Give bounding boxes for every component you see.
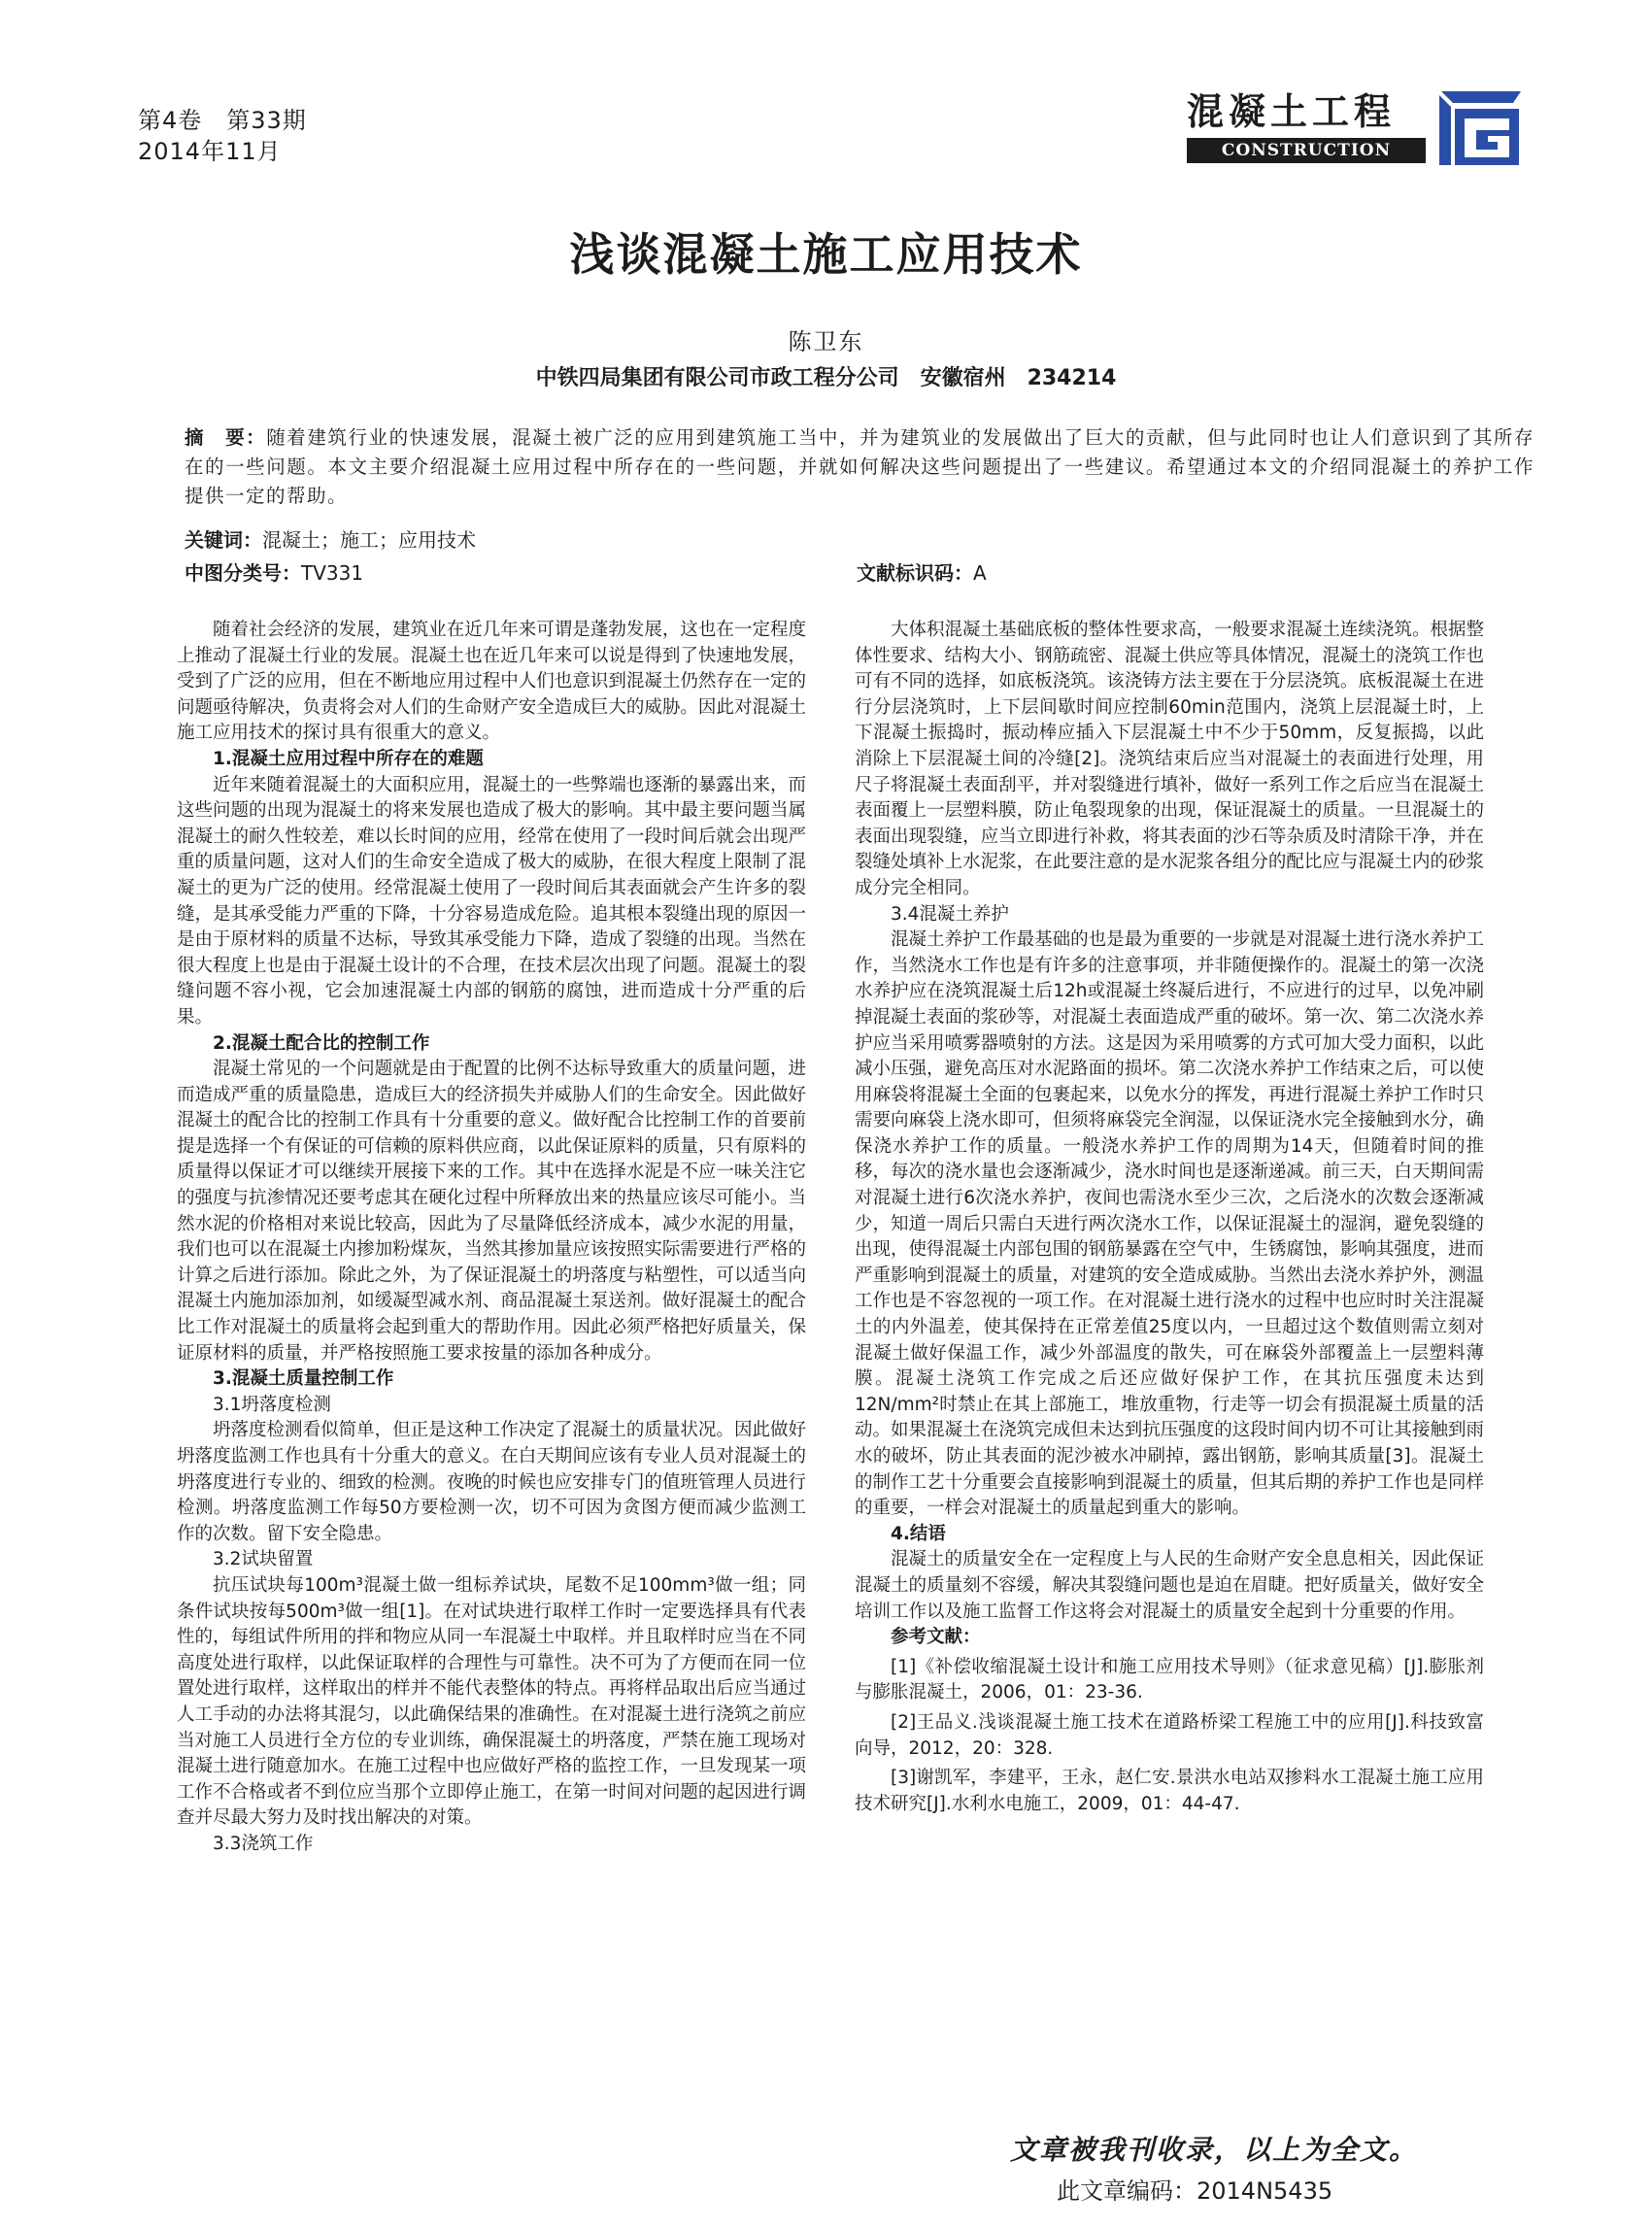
- doc-code-text: A: [973, 561, 987, 585]
- references-heading: 参考文献：: [891, 1627, 981, 1648]
- keywords-text: 混凝土；施工；应用技术: [262, 528, 476, 552]
- body-paragraph: 抗压试块每100m³混凝土做一组标养试块，尾数不足100mm³做一组；同条件试块按每500m³做一组[1]。在对试块进行取样工作时一定要选择具有代表性的，每组试件所用的拌和物应从同一车混凝土中取样。并且取样时应当在不同高度处进行取样，以此保证取样的合理性与可靠性。决不可为了方便而在同一位置处进行取样，这样取出的样并不能代表整体的特点。再将样品取出后应当通过人工手动的办法将其混匀，以此确保结果的准确性。在对混凝土进行浇筑之前应当对施工人员进行全方位的专业训练，确保混凝土的坍落度，严禁在施工现场对混凝土进行随意加水。在施工过程中也应做好严格的监控工作，一旦发现某一项工作不合格或者不到位应当那个立即停止施工，在第一时间对问题的起因进行调查并尽最大努力及时找出解决的对策。: [177, 1574, 806, 1829]
- body-paragraph: 混凝土养护工作最基础的也是最为重要的一步就是对混凝土进行浇水养护工作，当然浇水工作也是有许多的注意事项，并非随便操作的。混凝土的第一次浇水养护应在浇筑混凝土后12h或混凝土终凝后进行，不应进行的过早，以免冲刷掉混凝土表面的浆砂等，对混凝土表面造成严重的破坏。第一次、第二次浇水养护应当采用喷雾器喷射的方法。这是因为采用喷雾的方式可加大受力面积，以此减小压强，避免高压对水泥路面的损坏。第二次浇水养护工作结束之后，可以使用麻袋将混凝土全面的包裹起来，以免水分的挥发，再进行混凝土养护工作时只需要向麻袋上浇水即可，但须将麻袋完全润湿，以保证浇水完全接触到水分，确保浇水养护工作的质量。一般浇水养护工作的周期为14天，但随着时间的推移，每次的浇水量也会逐渐减少，浇水时间也是逐渐递减。前三天，白天期间需对混凝土进行6次浇水养护，夜间也需浇水至少三次，之后浇水的次数会逐渐减少，知道一周后只需白天进行两次浇水工作，以保证混凝土的湿润，避免裂缝的出现，使得混凝土内部包围的钢筋暴露在空气中，生锈腐蚀，影响其强度，进而严重影响到混凝土的质量，对建筑的安全造成威胁。当然出去浇水养护外，测温工作也是不容忽视的一项工作。在对混凝土进行浇水的过程中也应时时关注混凝土的内外温差，使其保持在正常差值25度以内，一旦超过这个数值则需立刻对混凝土做好保温工作，减少外部温度的散失，可在麻袋外部覆盖上一层塑料薄膜。混凝土浇筑工作完成之后还应做好保护工作，在其抗压强度未达到12N/mm²时禁止在其上部施工，堆放重物，行走等一切会有损混凝土质量的活动。如果混凝土在浇筑完成但未达到抗压强度的这段时间内切不可让其接触到雨水的破坏，防止其表面的泥沙被水冲刷掉，露出钢筋，影响其质量[3]。混凝土的制作工艺十分重要会直接影响到混凝土的质量，但其后期的养护工作也是同样的重要，一样会对混凝土的质量起到重大的影响。: [855, 929, 1484, 1519]
- reference-item: [3]谢凯军，李建平，王永，赵仁安.景洪水电站双掺料水工混凝土施工应用技术研究[J].水利水电施工，2009，01：44-47.: [855, 1768, 1484, 1814]
- subsection-heading: 3.4混凝土养护: [891, 903, 1009, 925]
- abstract-label: 摘 要：: [185, 426, 267, 449]
- subsection-heading: 3.2试块留置: [213, 1549, 314, 1570]
- document-code: [857, 557, 987, 586]
- section-heading: 4.结语: [891, 1523, 946, 1544]
- affiliation: 中铁四局集团有限公司市政工程分公司 安徽宿州 234214: [535, 366, 1117, 390]
- body-paragraph: 随着社会经济的发展，建筑业在近几年来可谓是蓬勃发展，这也在一定程度上推动了混凝土行业的发展。混凝土也在近几年来可以说是得到了快速地发展，受到了广泛的应用，但在不断地应用过程中人们也意识到混凝土仍然存在一定的问题亟待解决，负责将会对人们的生命财产安全造成巨大的威胁。因此对混凝土施工应用技术的探讨具有很重大的意义。: [177, 620, 806, 744]
- section-heading: 1.混凝土应用过程中所存在的难题: [213, 748, 484, 769]
- keywords-label: 关键词：: [185, 528, 262, 552]
- issue-date: 2014年11月: [138, 138, 282, 165]
- abstract: [185, 423, 1534, 511]
- volume-issue: 第4卷 第33期: [138, 107, 307, 134]
- author: 陈卫东: [788, 328, 864, 355]
- closing-note: 文章被我刊收录，以上为全文。: [1010, 2134, 1419, 2166]
- body-paragraph: 混凝土的质量安全在一定程度上与人民的生命财产安全息息相关，因此保证混凝土的质量刻不容缓，解决其裂缝问题也是迫在眉睫。把好质量关，做好安全培训工作以及施工监督工作这将会对混凝土的质量安全起到十分重要的作用。: [855, 1549, 1484, 1622]
- keywords: [185, 524, 476, 553]
- clc-text: TV331: [301, 561, 364, 585]
- journal-logo-icon: [1435, 89, 1523, 169]
- body-left-column: [177, 618, 806, 1858]
- abstract-text: 随着建筑行业的快速发展，混凝土被广泛的应用到建筑施工当中，并为建筑业的发展做出了巨大的贡献，但与此同时也让人们意识到了其所存在的一些问题。本文主要介绍混凝土应用过程中所存在的一些问题，并就如何解决这些问题提出了一些建议。希望通过本文的介绍同混凝土的养护工作提供一定的帮助。: [185, 426, 1534, 507]
- body-paragraph: 坍落度检测看似简单，但正是这种工作决定了混凝土的质量状况。因此做好坍落度监测工作也具有十分重大的意义。在白天期间应该有专业人员对混凝土的坍落度进行专业的、细致的检测。夜晚的时候也应安排专门的值班管理人员进行检测。坍落度监测工作每50方要检测一次，切不可因为贪图方便而减少监测工作的次数。留下安全隐患。: [177, 1420, 806, 1544]
- clc-number: [185, 557, 363, 586]
- reference-item: [2]王品义.浅谈混凝土施工技术在道路桥梁工程施工中的应用[J].科技致富向导，2012，20：328.: [855, 1711, 1484, 1759]
- subsection-heading: 3.3浇筑工作: [213, 1833, 314, 1854]
- paper-title: 浅谈混凝土施工应用技术: [569, 228, 1083, 281]
- section-heading: 2.混凝土配合比的控制工作: [213, 1032, 430, 1054]
- body-paragraph: 大体积混凝土基础底板的整体性要求高，一般要求混凝土连续浇筑。根据整体性要求、结构大小、钢筋疏密、混凝土供应等具体情况，混凝土的浇筑工作也可有不同的选择，如底板浇筑。该浇铸方法主要在于分层浇筑。底板混凝土在进行分层浇筑时，上下层间歇时间应控制60min范围内，浇筑上层混凝土时，上下混凝土振捣时，振动棒应插入下层混凝土中不少于50mm，反复振捣，以此消除上下层混凝土间的冷缝[2]。浇筑结束后应当对混凝土的表面进行处理，用尺子将混凝土表面刮平，并对裂缝进行填补，做好一系列工作之后应当在混凝土表面覆上一层塑料膜，防止龟裂现象的出现，保证混凝土的质量。一旦混凝土的表面出现裂缝，应当立即进行补救，将其表面的沙石等杂质及时清除干净，并在裂缝处填补上水泥浆，在此要注意的是水泥浆各组分的配比应与混凝土内的砂浆成分完全相同。: [855, 620, 1484, 898]
- body-paragraph: 混凝土常见的一个问题就是由于配置的比例不达标导致重大的质量问题，进而造成严重的质量隐患，造成巨大的经济损失并威胁人们的生命安全。因此做好混凝土的配合比的控制工作具有十分重要的意义。做好配合比控制工作的首要前提是选择一个有保证的可信赖的原料供应商，以此保证原料的质量，只有原料的质量得以保证才可以继续开展接下来的工作。其中在选择水泥是不应一味关注它的强度与抗渗情况还要考虑其在硬化过程中所释放出来的热量应该尽可能小。当然水泥的价格相对来说比较高，因此为了尽量降低经济成本，减少水泥的用量，我们也可以在混凝土内掺加粉煤灰，当然其掺加量应该按照实际需要进行严格的计算之后进行添加。除此之外，为了保证混凝土的坍落度与粘塑性，可以适当向混凝土内施加添加剂，如缓凝型减水剂、商品混凝土泵送剂。做好混凝土的配合比工作对混凝土的质量将会起到重大的帮助作用。因此必须严格把好质量关，保证原材料的质量，并严格按照施工要求按量的添加各种成分。: [177, 1059, 806, 1364]
- doc-code-label: 文献标识码：: [857, 561, 973, 585]
- subsection-heading: 3.1坍落度检测: [213, 1394, 331, 1415]
- journal-name: 混凝土工程: [1187, 89, 1397, 133]
- journal-name-en: CONSTRUCTION: [1187, 138, 1426, 163]
- body-paragraph: 近年来随着混凝土的大面积应用，混凝土的一些弊端也逐渐的暴露出来，而这些问题的出现为混凝土的将来发展也造成了极大的影响。其中最主要问题当属混凝土的耐久性较差，难以长时间的应用，经常在使用了一段时间后就会出现严重的质量问题，这对人们的生命安全造成了极大的威胁，在很大程度上限制了混凝土的更为广泛的使用。经常混凝土使用了一段时间后其表面就会产生许多的裂缝，是其承受能力严重的下降，十分容易造成危险。追其根本裂缝出现的原因一是由于原材料的质量不达标，导致其承受能力下降，造成了裂缝的出现。当然在很大程度上也是由于混凝土设计的不合理，在技术层次出现了问题。混凝土的裂缝问题不容小视，它会加速混凝土内部的钢筋的腐蚀，进而造成十分严重的后果。: [177, 774, 806, 1028]
- journal-brand: [1187, 89, 1536, 173]
- clc-label: 中图分类号：: [185, 561, 301, 585]
- reference-item: [1]《补偿收缩混凝土设计和施工应用技术导则》（征求意见稿）[J].膨胀剂与膨胀混凝土，2006，01：23-36.: [855, 1656, 1484, 1703]
- issue-info: [138, 105, 307, 167]
- article-code: 此文章编码：2014N5435: [1057, 2177, 1333, 2205]
- body-right-column: [855, 618, 1484, 1817]
- section-heading: 3.混凝土质量控制工作: [213, 1368, 394, 1390]
